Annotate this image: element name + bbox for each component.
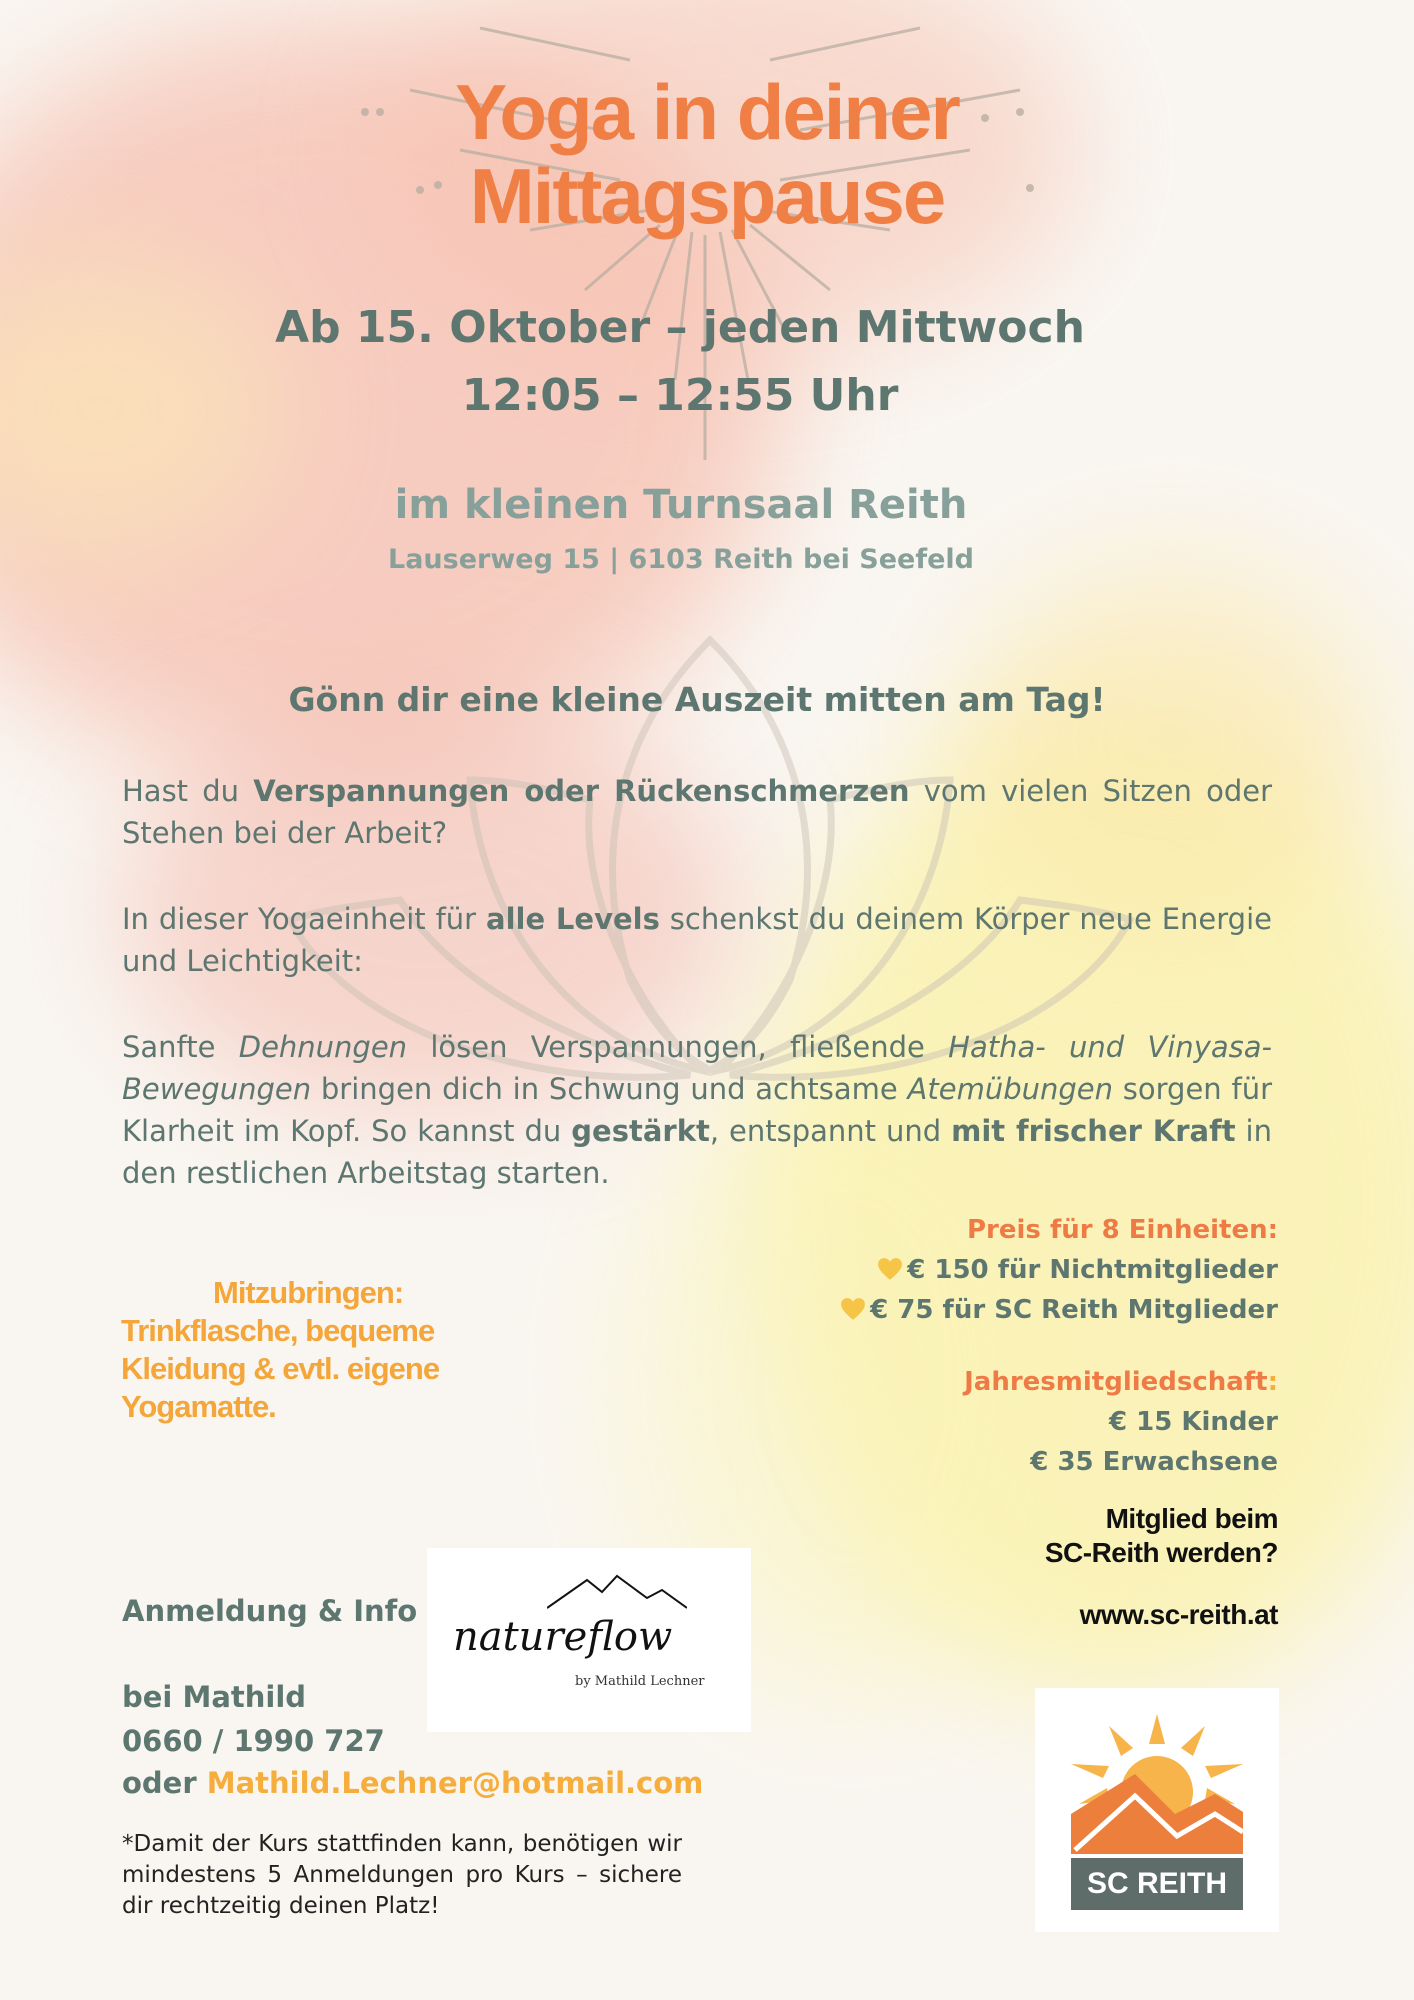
p1-text-a: Hast du	[122, 774, 254, 808]
natureflow-text: natureflow	[453, 1614, 673, 1660]
pricing-block	[840, 1210, 1278, 1330]
p3-italic-atem: Atemübungen	[907, 1072, 1113, 1106]
p3-italic-dehnungen: Dehnungen	[238, 1030, 408, 1064]
p3-bold-gestaerkt: gestärkt	[571, 1114, 710, 1148]
heart-icon	[840, 1297, 866, 1321]
p3-text-a: Sanfte	[122, 1030, 239, 1064]
bring-line-1: Trinkflasche, bequeme	[121, 1313, 435, 1348]
title-line-2: Mittagspause	[469, 152, 945, 240]
natureflow-byline: by Mathild Lechner	[575, 1674, 705, 1689]
membership-heading	[964, 1362, 1278, 1402]
price-members-text: € 75 für SC Reith Mitglieder	[870, 1295, 1278, 1325]
p3-text-c: lösen Verspannungen, fließende	[407, 1030, 949, 1064]
contact-name: bei Mathild	[122, 1680, 307, 1714]
p3-text-k: in den restlichen Arbeitstag starten.	[122, 1114, 1272, 1190]
p1-bold: Verspannungen oder Rückenschmerzen	[253, 774, 910, 808]
email-prefix: oder	[122, 1766, 207, 1800]
price-members	[840, 1290, 1278, 1330]
contact-email-link[interactable]: Mathild.Lechner@hotmail.com	[206, 1766, 704, 1800]
p3-text-g: sorgen für Klarheit im Kopf. So kannst du	[122, 1072, 1272, 1148]
tagline: Gönn dir eine kleine Auszeit mitten am Tag!	[288, 680, 1106, 719]
page-title	[0, 70, 1414, 238]
sc-reith-label: SC REITH	[1086, 1867, 1227, 1900]
contact-phone[interactable]: 0660 / 1990 727	[122, 1724, 385, 1758]
join-block	[1045, 1502, 1278, 1632]
membership-block	[964, 1362, 1278, 1482]
contact-email-line	[122, 1766, 703, 1800]
membership-kids: € 15 Kinder	[1108, 1407, 1278, 1437]
p1-text-c: vom vielen Sitzen oder Stehen bei der Arbeit?	[122, 774, 1272, 850]
bring-heading: Mitzubringen:	[213, 1275, 404, 1310]
contact-heading: Anmeldung & Info	[122, 1594, 418, 1628]
intro-paragraph-3	[122, 1026, 1272, 1194]
p3-text-e: bringen dich in Schwung und achtsame	[311, 1072, 908, 1106]
mountain-icon	[547, 1570, 687, 1610]
location-name: im kleinen Turnsaal Reith	[394, 482, 968, 528]
bring-block	[121, 1274, 481, 1426]
heart-icon	[877, 1257, 903, 1281]
sc-reith-logo	[1035, 1688, 1279, 1932]
p3-italic-hatha: Hatha- und Vinyasa-Bewegungen	[122, 1030, 1272, 1106]
bring-line-2: Kleidung & evtl. eigene	[121, 1351, 440, 1386]
p2-bold: alle Levels	[486, 902, 660, 936]
p3-text-i: , entspannt und	[709, 1114, 952, 1148]
join-line-2: SC-Reith werden?	[1044, 1537, 1278, 1568]
title-line-1: Yoga in deiner	[455, 68, 959, 156]
membership-heading-text: Jahresmitgliedschaft	[964, 1367, 1268, 1397]
registration-note: *Damit der Kurs stattfinden kann, benötigen wir mindestens 5 Anmeldungen pro Kurs – sichere dir rechtzeitig deinen Platz!	[122, 1831, 682, 1919]
date-line: Ab 15. Oktober – jeden Mittwoch	[275, 302, 1085, 353]
membership-adults: € 35 Erwachsene	[1030, 1447, 1278, 1477]
p2-text-c: schenkst du deinem Körper neue Energie und Leichtigkeit:	[122, 902, 1272, 978]
p3-bold-kraft: mit frischer Kraft	[951, 1114, 1236, 1148]
time-line: 12:05 – 12:55 Uhr	[461, 370, 899, 421]
price-non-members-text: € 150 für Nichtmitglieder	[907, 1255, 1278, 1285]
location-address: Lauserweg 15 | 6103 Reith bei Seefeld	[388, 544, 974, 575]
sc-reith-label-bg	[1071, 1858, 1243, 1910]
natureflow-logo	[427, 1548, 751, 1732]
bring-line-3: Yogamatte.	[121, 1389, 276, 1424]
sun-mountain-icon	[1065, 1704, 1249, 1854]
price-non-members	[840, 1250, 1278, 1290]
pricing-heading: Preis für 8 Einheiten:	[967, 1215, 1278, 1245]
p2-text-a: In dieser Yogaeinheit für	[122, 902, 487, 936]
intro-paragraph-1	[122, 770, 1272, 854]
natureflow-wordmark	[453, 1614, 733, 1660]
membership-colon: :	[1267, 1367, 1278, 1397]
website-link[interactable]: www.sc-reith.at	[1079, 1599, 1278, 1630]
intro-paragraph-2	[122, 898, 1272, 982]
join-line-1: Mitglied beim	[1105, 1503, 1278, 1534]
